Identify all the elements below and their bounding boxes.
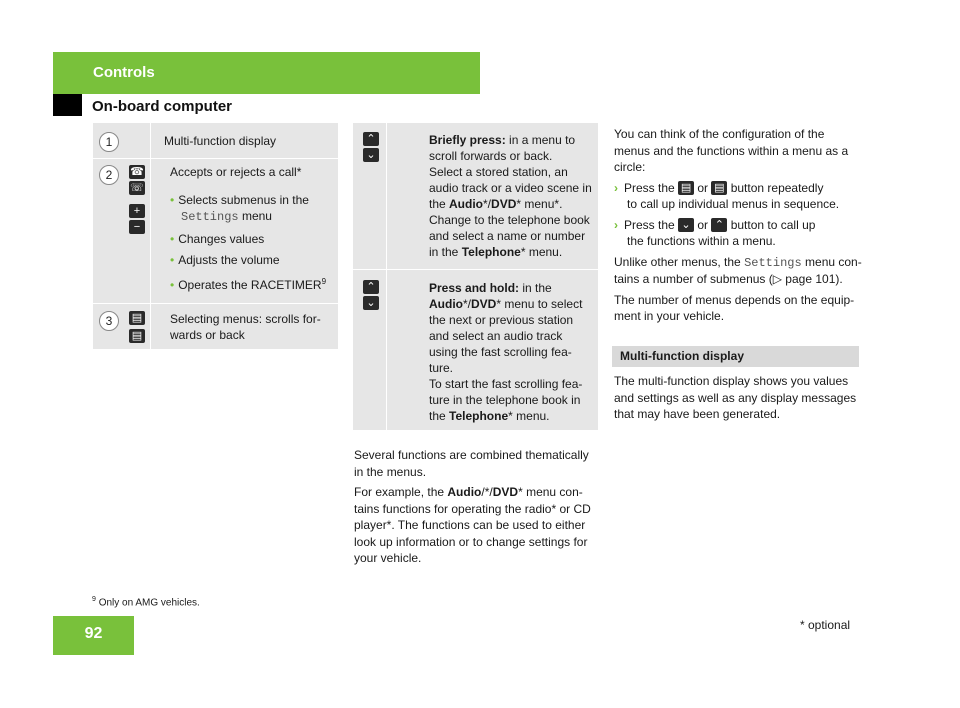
optional-note: * optional <box>800 618 851 632</box>
header-marker <box>53 94 82 116</box>
up-arrow-icon: ⌃ <box>711 218 727 232</box>
row2-bullet-1: • Selects submenus in the <box>170 193 309 207</box>
down-arrow-icon: ⌄ <box>678 218 694 232</box>
page-number: 92 <box>84 625 103 642</box>
mid-table <box>353 123 598 430</box>
down-arrow-icon: ⌄ <box>363 148 379 162</box>
callout-3: 3 <box>99 311 119 331</box>
plus-icon: + <box>129 204 145 218</box>
up-arrow-icon: ⌃ <box>363 132 379 146</box>
row2-bullet-3: • Adjusts the volume <box>170 253 280 267</box>
up-arrow-icon: ⌃ <box>363 280 379 294</box>
row1-text: Multi-function display <box>164 134 277 148</box>
mfd-paragraph: The multi-function display shows you values and settings as well as any display messages that may have been generated. <box>614 374 857 421</box>
phone-reject-icon: ☏ <box>130 182 144 194</box>
down-arrow-icon: ⌄ <box>363 296 379 310</box>
left-table <box>93 123 338 349</box>
section-tab <box>53 52 480 94</box>
section-heading-bar <box>612 346 859 367</box>
section-title: Controls <box>93 64 155 81</box>
section-heading: Multi-function display <box>620 349 744 363</box>
minus-icon: − <box>129 220 145 234</box>
callout-1: 1 <box>99 132 119 152</box>
menu-back-icon: ▤ <box>129 311 145 325</box>
footnote: $^9$ Only on AMG vehicles. <box>92 596 200 609</box>
phone-accept-icon: ☎ <box>130 166 144 178</box>
row2-bullet-2: • Changes values <box>170 232 265 246</box>
menu-forward-icon: ▤ <box>129 329 145 343</box>
mid-row2-text: Press and hold: in the Audio*/DVD* menu to select the next or previous station and select an audio track using the fast scrolling fea- ture. To start the fast scrolling fea- ture in the telephone book in the Telephone* menu. <box>429 281 583 423</box>
row3-text: Selecting menus: scrolls for- wards or back <box>170 312 321 342</box>
row2-text <box>170 164 336 293</box>
mid-paragraphs: Several functions are combined thematically in the menus. For example, the Audio/*/DVD* menu con- tains functions for operating the radio* or CD player*. The functions can be used to either look up information or to change settings for your vehicle. <box>354 448 591 565</box>
menu-forward-icon: ▤ <box>711 181 727 195</box>
right-paragraphs: You can think of the configuration of the menus and the functions within a menu as a circle: › Press the ▤ or ▤ button repeatedly to call up individual menus in sequence. › Press the ⌄ or ⌃ button to call up the functions within a menu. Unlike other menus, the Settings menu con- tains a number of submenus (▷ page 101). The number of menus depends on the equip- ment in your vehicle. <box>614 127 862 323</box>
page-subtitle: On-board computer <box>92 98 233 115</box>
callout-2: 2 <box>99 165 119 185</box>
row2-lead: Accepts or rejects a call* <box>170 165 302 179</box>
mid-row1-text: Briefly press: in a menu to scroll forwards or back. Select a stored station, an audio track or a video scene in the Audio*/DVD* menu*. Change to the telephone book and select a name or number in the Telephone* menu. <box>429 133 592 259</box>
page-number-box <box>53 616 134 655</box>
row2-bullet-4: • Operates the RACETIMER$^9$ <box>170 277 327 292</box>
row2-bullet-1-cont: Settings menu <box>181 209 272 224</box>
menu-back-icon: ▤ <box>678 181 694 195</box>
